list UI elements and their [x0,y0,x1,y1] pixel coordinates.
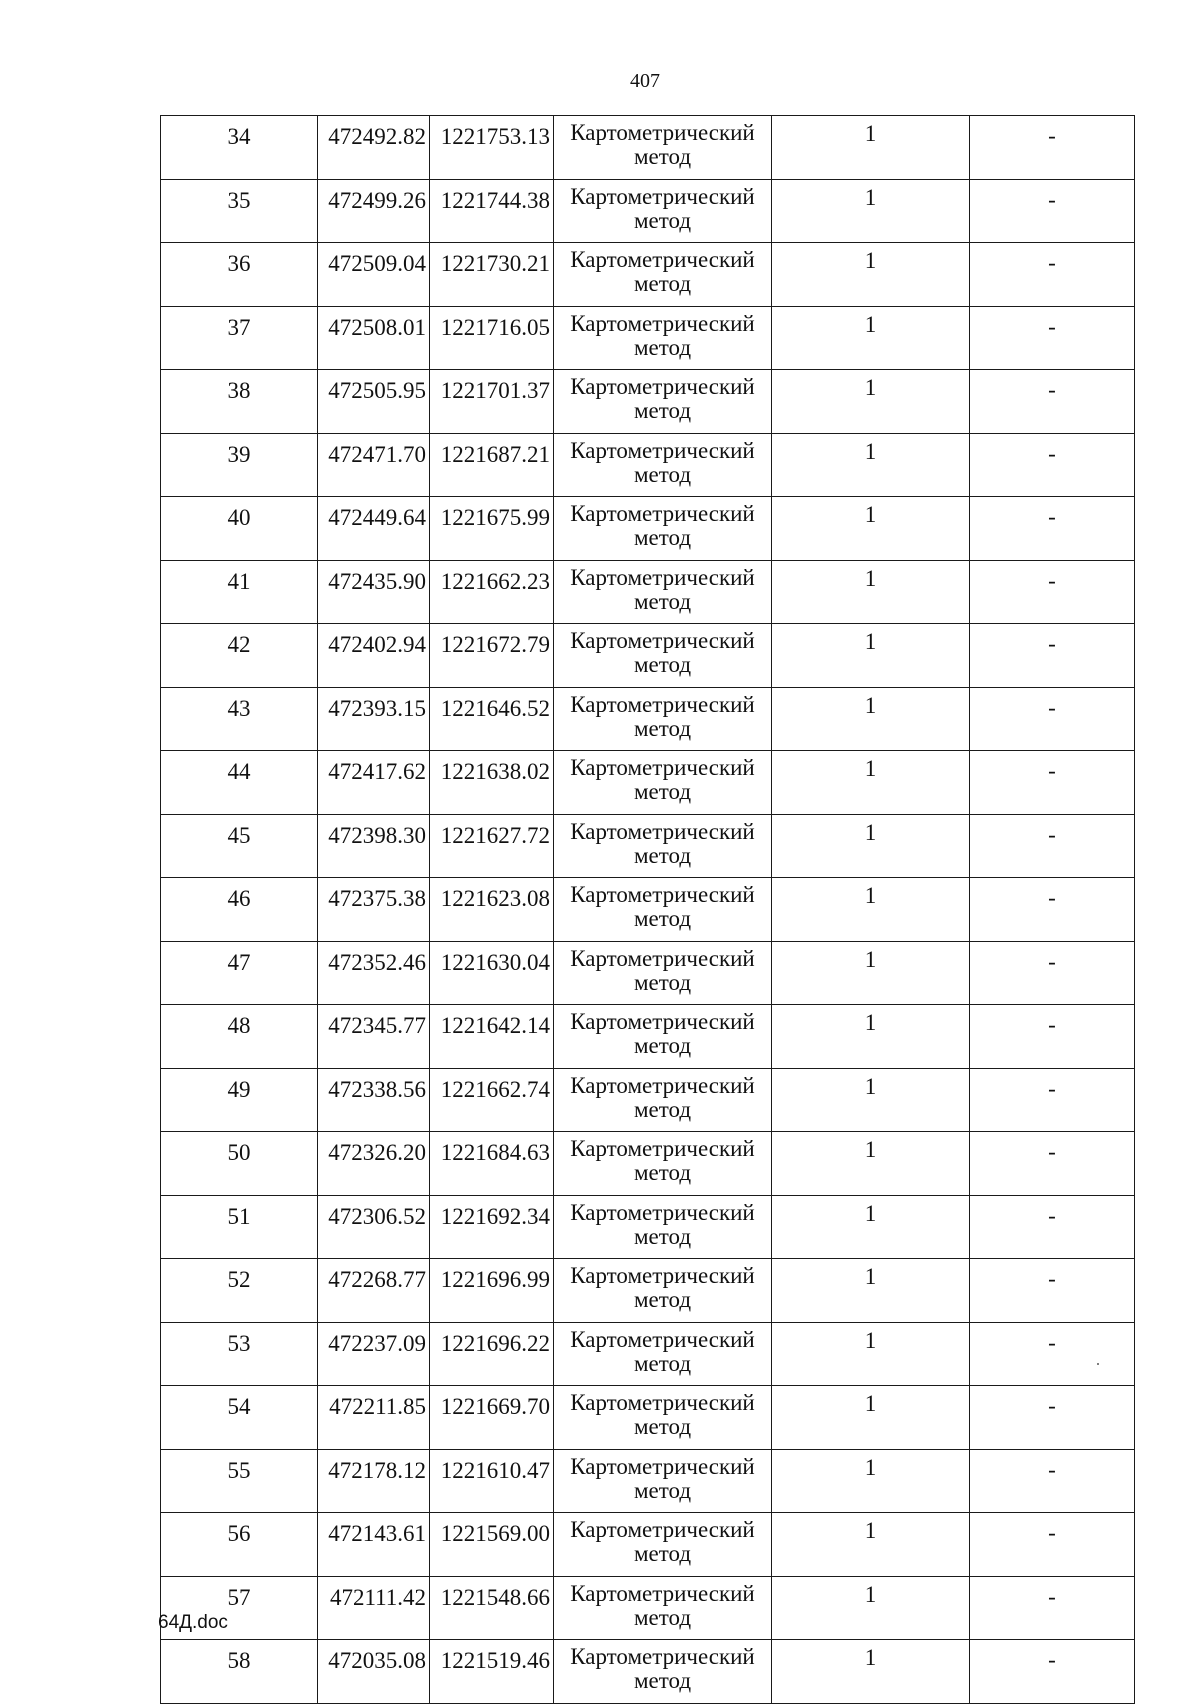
method-cell: Картометрический метод [554,1259,772,1323]
y-coordinate-cell: 1221730.21 [430,243,554,307]
page-number: 407 [630,70,660,92]
method-cell: Картометрический метод [554,1195,772,1259]
accuracy-cell: 1 [772,1513,970,1577]
note-cell: - [970,687,1135,751]
note-cell: - [970,1513,1135,1577]
table-row [161,433,1135,497]
y-coordinate-cell: 1221662.74 [430,1068,554,1132]
coordinates-table-container [160,115,1134,1704]
table-row [161,1195,1135,1259]
accuracy-cell: 1 [772,433,970,497]
point-number-cell: 39 [161,433,318,497]
point-number-cell: 52 [161,1259,318,1323]
accuracy-cell: 1 [772,687,970,751]
note-cell: - [970,941,1135,1005]
x-coordinate-cell: 472306.52 [318,1195,430,1259]
accuracy-cell: 1 [772,1068,970,1132]
note-cell: - [970,370,1135,434]
accuracy-cell: 1 [772,306,970,370]
point-number-cell: 37 [161,306,318,370]
point-number-cell: 53 [161,1322,318,1386]
method-cell: Картометрический метод [554,497,772,561]
note-cell: - [970,1322,1135,1386]
method-cell: Картометрический метод [554,243,772,307]
method-cell: Картометрический метод [554,370,772,434]
note-cell: - [970,878,1135,942]
point-number-cell: 34 [161,116,318,180]
method-cell: Картометрический метод [554,1386,772,1450]
y-coordinate-cell: 1221569.00 [430,1513,554,1577]
point-number-cell: 42 [161,624,318,688]
y-coordinate-cell: 1221519.46 [430,1640,554,1704]
table-row [161,1068,1135,1132]
table-row [161,1005,1135,1069]
accuracy-cell: 1 [772,624,970,688]
table-row [161,941,1135,1005]
x-coordinate-cell: 472268.77 [318,1259,430,1323]
note-cell: - [970,179,1135,243]
note-cell: - [970,560,1135,624]
x-coordinate-cell: 472211.85 [318,1386,430,1450]
y-coordinate-cell: 1221662.23 [430,560,554,624]
note-cell: - [970,751,1135,815]
accuracy-cell: 1 [772,814,970,878]
table-row [161,1513,1135,1577]
note-cell: - [970,1068,1135,1132]
table-row [161,370,1135,434]
y-coordinate-cell: 1221627.72 [430,814,554,878]
x-coordinate-cell: 472345.77 [318,1005,430,1069]
accuracy-cell: 1 [772,1449,970,1513]
x-coordinate-cell: 472375.38 [318,878,430,942]
method-cell: Картометрический метод [554,624,772,688]
y-coordinate-cell: 1221696.22 [430,1322,554,1386]
point-number-cell: 50 [161,1132,318,1196]
x-coordinate-cell: 472143.61 [318,1513,430,1577]
point-number-cell: 49 [161,1068,318,1132]
accuracy-cell: 1 [772,560,970,624]
point-number-cell: 35 [161,179,318,243]
x-coordinate-cell: 472338.56 [318,1068,430,1132]
note-cell: - [970,497,1135,561]
note-cell: - [970,1259,1135,1323]
x-coordinate-cell: 472449.64 [318,497,430,561]
accuracy-cell: 1 [772,116,970,180]
point-number-cell: 46 [161,878,318,942]
point-number-cell: 58 [161,1640,318,1704]
method-cell: Картометрический метод [554,751,772,815]
method-cell: Картометрический метод [554,1322,772,1386]
method-cell: Картометрический метод [554,814,772,878]
method-cell: Картометрический метод [554,878,772,942]
note-cell: - [970,1386,1135,1450]
method-cell: Картометрический метод [554,116,772,180]
point-number-cell: 56 [161,1513,318,1577]
x-coordinate-cell: 472508.01 [318,306,430,370]
accuracy-cell: 1 [772,1322,970,1386]
x-coordinate-cell: 472492.82 [318,116,430,180]
x-coordinate-cell: 472237.09 [318,1322,430,1386]
document-filename: 64Д.doc [158,1612,228,1633]
y-coordinate-cell: 1221716.05 [430,306,554,370]
method-cell: Картометрический метод [554,560,772,624]
method-cell: Картометрический метод [554,179,772,243]
method-cell: Картометрический метод [554,1005,772,1069]
accuracy-cell: 1 [772,1005,970,1069]
table-row [161,560,1135,624]
y-coordinate-cell: 1221638.02 [430,751,554,815]
y-coordinate-cell: 1221675.99 [430,497,554,561]
x-coordinate-cell: 472398.30 [318,814,430,878]
accuracy-cell: 1 [772,941,970,1005]
y-coordinate-cell: 1221692.34 [430,1195,554,1259]
y-coordinate-cell: 1221744.38 [430,179,554,243]
table-row [161,243,1135,307]
point-number-cell: 43 [161,687,318,751]
table-row [161,878,1135,942]
x-coordinate-cell: 472393.15 [318,687,430,751]
point-number-cell: 47 [161,941,318,1005]
note-cell: - [970,306,1135,370]
point-number-cell: 55 [161,1449,318,1513]
y-coordinate-cell: 1221548.66 [430,1576,554,1640]
table-row [161,814,1135,878]
accuracy-cell: 1 [772,1132,970,1196]
method-cell: Картометрический метод [554,1576,772,1640]
x-coordinate-cell: 472402.94 [318,624,430,688]
accuracy-cell: 1 [772,878,970,942]
method-cell: Картометрический метод [554,433,772,497]
method-cell: Картометрический метод [554,941,772,1005]
x-coordinate-cell: 472326.20 [318,1132,430,1196]
method-cell: Картометрический метод [554,687,772,751]
y-coordinate-cell: 1221610.47 [430,1449,554,1513]
table-row [161,306,1135,370]
table-row [161,687,1135,751]
x-coordinate-cell: 472499.26 [318,179,430,243]
method-cell: Картометрический метод [554,1068,772,1132]
point-number-cell: 36 [161,243,318,307]
x-coordinate-cell: 472509.04 [318,243,430,307]
y-coordinate-cell: 1221623.08 [430,878,554,942]
accuracy-cell: 1 [772,1640,970,1704]
note-cell: - [970,433,1135,497]
y-coordinate-cell: 1221684.63 [430,1132,554,1196]
table-body [161,116,1135,1704]
point-number-cell: 48 [161,1005,318,1069]
point-number-cell: 38 [161,370,318,434]
accuracy-cell: 1 [772,1576,970,1640]
note-cell: - [970,1005,1135,1069]
accuracy-cell: 1 [772,1386,970,1450]
note-cell: - [970,1576,1135,1640]
method-cell: Картометрический метод [554,306,772,370]
note-cell: - [970,1132,1135,1196]
scan-speck [1097,1363,1099,1365]
table-row [161,751,1135,815]
table-row [161,1386,1135,1450]
y-coordinate-cell: 1221701.37 [430,370,554,434]
point-number-cell: 41 [161,560,318,624]
y-coordinate-cell: 1221646.52 [430,687,554,751]
table-row [161,1322,1135,1386]
accuracy-cell: 1 [772,179,970,243]
table-row [161,624,1135,688]
note-cell: - [970,116,1135,180]
x-coordinate-cell: 472435.90 [318,560,430,624]
point-number-cell: 44 [161,751,318,815]
point-number-cell: 51 [161,1195,318,1259]
y-coordinate-cell: 1221642.14 [430,1005,554,1069]
x-coordinate-cell: 472178.12 [318,1449,430,1513]
table-row [161,1259,1135,1323]
point-number-cell: 57 [161,1576,318,1640]
method-cell: Картометрический метод [554,1132,772,1196]
table-row [161,179,1135,243]
point-number-cell: 45 [161,814,318,878]
point-number-cell: 40 [161,497,318,561]
table-row [161,1640,1135,1704]
accuracy-cell: 1 [772,1195,970,1259]
y-coordinate-cell: 1221753.13 [430,116,554,180]
accuracy-cell: 1 [772,751,970,815]
y-coordinate-cell: 1221672.79 [430,624,554,688]
x-coordinate-cell: 472471.70 [318,433,430,497]
note-cell: - [970,624,1135,688]
table-row [161,116,1135,180]
note-cell: - [970,1449,1135,1513]
note-cell: - [970,1195,1135,1259]
table-row [161,1449,1135,1513]
coordinates-table [160,115,1135,1704]
x-coordinate-cell: 472111.42 [318,1576,430,1640]
y-coordinate-cell: 1221630.04 [430,941,554,1005]
note-cell: - [970,243,1135,307]
accuracy-cell: 1 [772,497,970,561]
table-row [161,1576,1135,1640]
table-row [161,1132,1135,1196]
note-cell: - [970,1640,1135,1704]
point-number-cell: 54 [161,1386,318,1450]
x-coordinate-cell: 472035.08 [318,1640,430,1704]
accuracy-cell: 1 [772,370,970,434]
x-coordinate-cell: 472352.46 [318,941,430,1005]
method-cell: Картометрический метод [554,1449,772,1513]
x-coordinate-cell: 472505.95 [318,370,430,434]
method-cell: Картометрический метод [554,1513,772,1577]
method-cell: Картометрический метод [554,1640,772,1704]
y-coordinate-cell: 1221696.99 [430,1259,554,1323]
x-coordinate-cell: 472417.62 [318,751,430,815]
y-coordinate-cell: 1221687.21 [430,433,554,497]
note-cell: - [970,814,1135,878]
table-row [161,497,1135,561]
y-coordinate-cell: 1221669.70 [430,1386,554,1450]
accuracy-cell: 1 [772,243,970,307]
accuracy-cell: 1 [772,1259,970,1323]
